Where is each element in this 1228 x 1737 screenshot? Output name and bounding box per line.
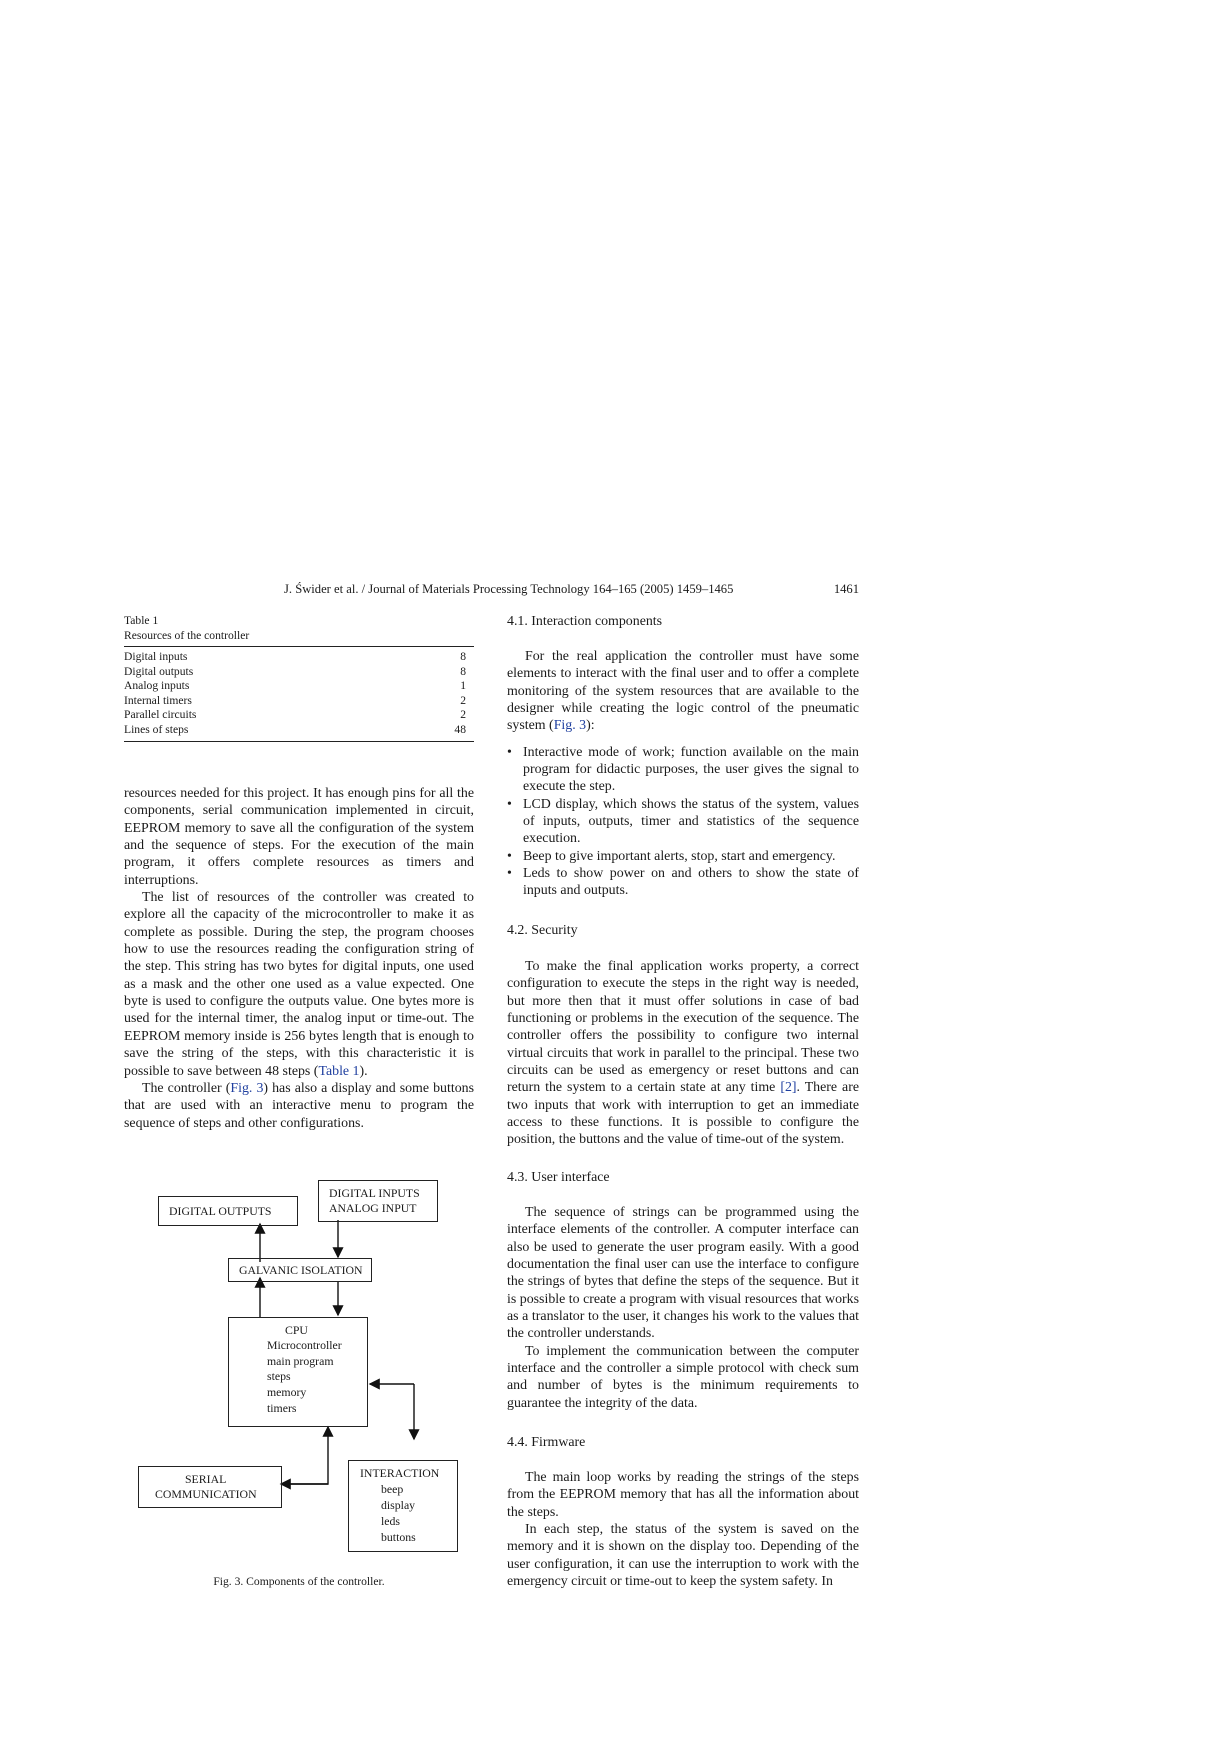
interaction-list	[507, 744, 859, 900]
cpu-box: CPU Microcontroller main program steps memory timers	[228, 1317, 368, 1427]
table-row	[124, 723, 474, 738]
table-row	[124, 694, 474, 709]
figure-3-diagram	[124, 1170, 474, 1580]
row-name: Lines of steps	[124, 722, 189, 736]
table-row	[124, 679, 474, 694]
section-4-3-body	[507, 1204, 859, 1412]
paragraph: The sequence of strings can be programmed using the interface elements of the controller. A computer interface can also be used to generate the user program easily. With a good documentation the final user can use the interface to configure the strings of bytes that define the steps of the sequence. But it is possible to create a program with visual resources that works as a translator to the user, it changes his work to the values that the controller understands.	[507, 1205, 859, 1342]
interaction-box: INTERACTION beep display leds buttons	[348, 1460, 458, 1552]
row-name: Parallel circuits	[124, 708, 197, 721]
row-name: Digital inputs	[124, 650, 188, 663]
left-column-text	[124, 785, 474, 1132]
list-item: • Leds to show power on and others to show the state of inputs and outputs.	[507, 866, 859, 899]
table-caption	[124, 613, 249, 643]
row-name: Analog inputs	[124, 679, 190, 692]
figure-reference-link[interactable]: Fig. 3	[553, 718, 587, 734]
bullet-icon: •	[507, 796, 512, 812]
journal-citation: J. Świder et al. / Journal of Materials Processing Technology 164–165 (2005) 1459–1465	[284, 582, 734, 596]
paragraph: The main loop works by reading the strings of the steps from the EEPROM memory that has all the information about the steps.	[507, 1470, 859, 1520]
row-name: Internal timers	[124, 693, 192, 707]
figure-caption: Fig. 3. Components of the controller.	[213, 1575, 385, 1588]
digital-outputs-box: DIGITAL OUTPUTS	[158, 1196, 298, 1226]
section-title-4-3: 4.3. User interface	[507, 1170, 610, 1185]
table-row	[124, 665, 474, 680]
bullet-icon: •	[507, 866, 512, 882]
table-reference-link[interactable]: Table 1	[318, 1063, 360, 1079]
paragraph: To implement the communication between the computer interface and the controller a simple protocol with check sum and number of bytes is the minimum requirements to guarantee the integrity of the data.	[507, 1343, 859, 1411]
figure-reference-link[interactable]: Fig. 3	[230, 1080, 264, 1096]
list-item: • LCD display, which shows the status of the system, values of inputs, outputs, timer and statistics of the sequence execution.	[507, 796, 859, 847]
row-value: 8	[460, 650, 466, 663]
citation-link[interactable]: [2]	[780, 1080, 797, 1096]
table-title: Resources of the controller	[124, 629, 250, 642]
table-label: Table 1	[124, 614, 159, 627]
section-title-4-4: 4.4. Firmware	[507, 1435, 586, 1450]
paragraph: To make the final application works property, a correct configuration to execute the steps in the right way is needed, but more then that it must offer solutions in case of bad functioning or problems in the execution of the sequence. The controller offers the possibility to configure two internal virtual circuits that work in parallel to the principal. These two circuits can be used as emergency or reset buttons and can return the system to a certain state at any time [2]. There are two inputs that work with interruption to get an immediate access to these functions. It is possible to configure the position, the buttons and the value of time-out of the system.	[507, 959, 859, 1148]
paragraph: The controller (Fig. 3) has also a display and some buttons that are used with an interactive menu to program the sequence of steps and other configurations.	[124, 1080, 475, 1131]
row-name: Digital outputs	[124, 664, 194, 678]
row-value: 1	[460, 679, 466, 692]
section-4-2-body	[507, 958, 859, 1149]
list-item: • Interactive mode of work; function available on the main program for didactic purposes, the user gives the signal to execute the step.	[507, 744, 859, 795]
section-4-1-body	[507, 648, 859, 900]
section-4-4-body	[507, 1469, 859, 1590]
bullet-icon: •	[507, 744, 512, 760]
paragraph: The list of resources of the controller was created to explore all the capacity of the microcontroller to make it as complete as possible. During the step, the program chooses how to use the resources reading the configuration string of the step. This string has two bytes for digital inputs, one used as a mask and the other one used as a value expected. One byte is used to configure the outputs value. One bytes more is used for the internal timer, the analog input or time-out. The EEPROM memory inside is 256 bytes length that is enough to save the string of the steps, with this characteristic it is possible to save between 48 steps (Table 1).	[124, 890, 474, 1079]
row-value: 48	[454, 722, 466, 736]
digital-inputs-box: DIGITAL INPUTS ANALOG INPUT	[318, 1180, 438, 1222]
page-number: 1461	[833, 582, 859, 596]
row-value: 2	[460, 708, 466, 721]
table-row	[124, 650, 474, 665]
paragraph: In each step, the status of the system is saved on the memory and it is shown on the display too. Depending of the user configuration, it can use the interruption to work with the emergency circuit or time-out to keep the system safety. In	[507, 1522, 859, 1590]
bullet-icon: •	[507, 848, 512, 864]
section-title-4-2: 4.2. Security	[507, 923, 578, 938]
list-item: • Beep to give important alerts, stop, start and emergency.	[507, 848, 836, 864]
resources-table	[124, 646, 474, 742]
paragraph: For the real application the controller must have some elements to interact with the final user and to offer a complete monitoring of the system resources that are available to the designer while creating the logic control of the pneumatic system (Fig. 3):	[507, 649, 859, 734]
paragraph: resources needed for this project. It has enough pins for all the components, serial communication implemented in circuit, EEPROM memory to save all the configuration of the system and the sequence of steps. For the execution of the main program, it offers complete resources as timers and interruptions.	[124, 786, 474, 888]
row-value: 2	[460, 693, 466, 707]
row-value: 8	[460, 664, 466, 678]
section-title-4-1: 4.1. Interaction components	[507, 614, 663, 629]
serial-communication-box: SERIAL COMMUNICATION	[138, 1466, 282, 1508]
galvanic-isolation-box: GALVANIC ISOLATION	[228, 1258, 372, 1282]
table-row	[124, 708, 474, 723]
